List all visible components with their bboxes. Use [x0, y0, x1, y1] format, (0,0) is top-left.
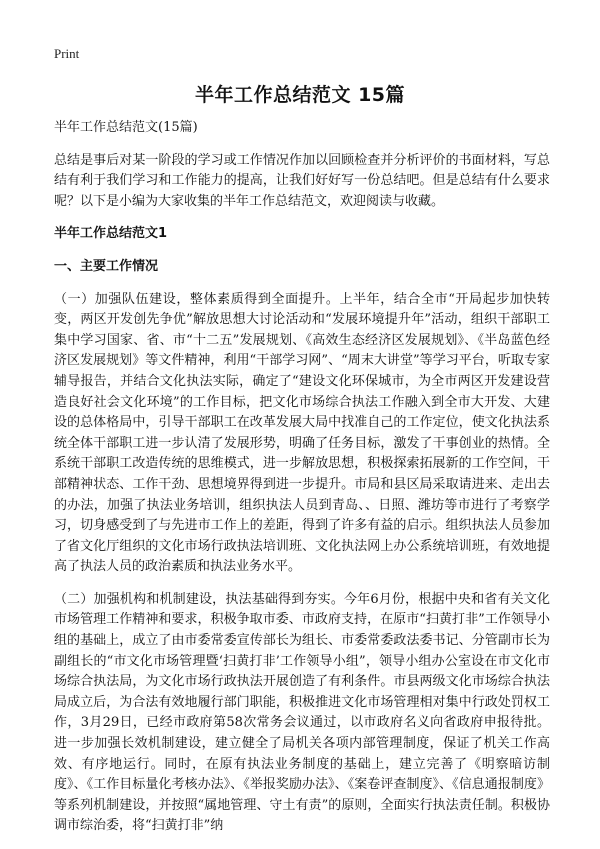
body-paragraph-2: （二）加强机构和机制建设，执法基础得到夯实。今年6月份，根据中央和省有关文化市场管理工作精神和要求，积极争取市委、市政府支持，在原市“扫黄打非”工作领导小组的基础上，成立了由市委常委宣传部长为组长、市委常委政法委书记、分管副市长为副组长的“市文化市场管理暨‘扫黄打非’工作领导小组”，领导小组办公室设在市文化市场综合执法局，为文化市场行政执法开展创造了有利条件。市县两级文化市场综合执法局成立后，为合法有效地履行部门职能，积极推进文化市场管理相对集中行政处罚权工作，3月29日，已经市政府第58次常务会议通过，以市政府名义向省政府申报待批。进一步加强长效机制建设，建立健全了局机关各项内部管理制度，保证了机关工作高效、有序地运行。同时，在原有执法业务制度的基础上，建立完善了《明察暗访制度》、《工作目标量化考核办法》、《举报奖励办法》、《案卷评查制度》、《信息通报制度》等系列机制建设，并按照“属地管理、守土有责”的原则，全面实行执法责任制。积极协调市综治委，将“扫黄打非”纳 — [54, 591, 550, 834]
section-heading: 一、主要工作情况 — [54, 258, 159, 274]
document-title: 半年工作总结范文 15篇 — [194, 84, 406, 106]
document-subtitle: 半年工作总结范文(15篇) — [54, 120, 198, 135]
print-link[interactable]: Print — [54, 46, 80, 61]
sample-title: 半年工作总结范文1 — [54, 226, 168, 242]
body-paragraph-1: （一）加强队伍建设，整体素质得到全面提升。上半年，结合全市“开局起步加快转变，两区开发创先争优”解放思想大讨论活动和“发展环境提升年”活动，组织干部职工集中学习国家、省、市“十二五”发展规划、《高效生态经济区发展规划》、《半岛蓝色经济区发展规划》等文件精神，利用“干部学习网”、“周末大讲堂”等学习平台，听取专家辅导报告，并结合文化执法实际，确定了“建设文化环保城市，为全市两区开发建设营造良好社会文化环境”的工作目标，把文化市场综合执法工作融入到全市大开发、大建设的总体格局中，引导干部职工在改革发展大局中找准自己的工作定位，使文化执法系统全体干部职工进一步认清了发展形势，明确了任务目标，激发了干事创业的热情。全系统干部职工改造传统的思维模式，进一步解放思想，积极探索拓展新的工作空间，干部精神状态、工作干劲、思想境界得到进一步提升。市局和县区局采取请进来、走出去的办法，加强了执法业务培训，组织执法人员到青岛、、日照、潍坊等市进行了考察学习，切身感受到了与先进市工作上的差距，得到了许多有益的启示。组织执法人员参加了省文化厅组织的文化市场行政执法培训班、文化执法网上办公系统培训班，有效地提高了执法人员的政治素质和执法业务水平。 — [54, 291, 550, 575]
intro-paragraph: 总结是事后对某一阶段的学习或工作情况作加以回顾检查并分析评价的书面材料，写总结有利于我们学习和工作能力的提高，让我们好好写一份总结吧。但是总结有什么要求呢？以下是小编为大家收集的半年工作总结范文，欢迎阅读与收藏。 — [54, 152, 550, 209]
document-body — [54, 118, 550, 849]
